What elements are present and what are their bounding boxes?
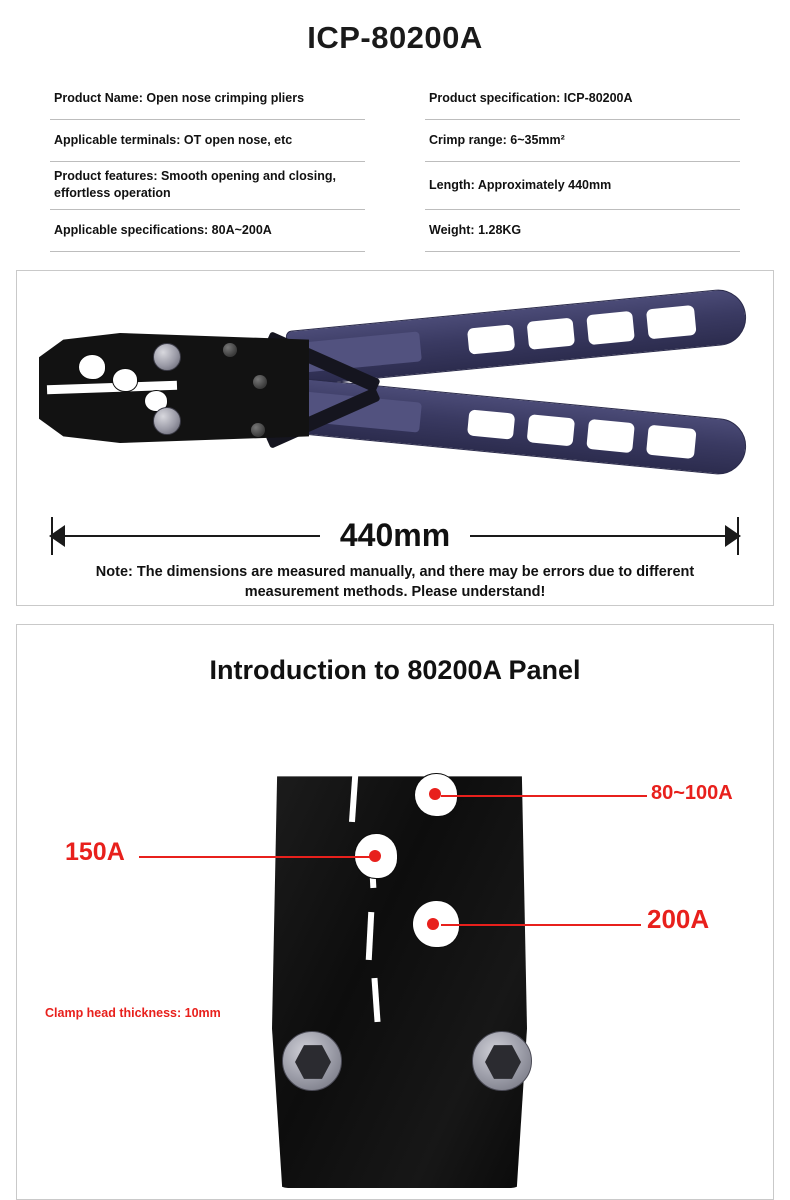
- grip-slot: [586, 419, 635, 453]
- spec-row: [425, 162, 740, 210]
- spec-row: [50, 78, 365, 120]
- spec-column-right: [425, 78, 740, 252]
- spec-text: Crimp range: 6~35mm²: [429, 132, 565, 147]
- spec-column-left: [50, 78, 365, 252]
- rivet-left: [282, 1031, 342, 1091]
- callout-line-80-100a: [441, 795, 647, 797]
- grip-slot: [527, 318, 575, 350]
- spec-row: [425, 210, 740, 252]
- die-dot-200a: [427, 918, 439, 930]
- specification-table: [0, 60, 790, 252]
- page-title: ICP-80200A: [307, 20, 483, 55]
- grip-slot: [467, 409, 515, 439]
- arrow-left-icon: [49, 525, 65, 547]
- spec-row: [50, 120, 365, 162]
- arrow-right-icon: [725, 525, 741, 547]
- callout-line-150a: [139, 856, 375, 858]
- intro-title: Introduction to 80200A Panel: [209, 655, 581, 685]
- lower-handle: [285, 377, 748, 477]
- spec-text: Length: Approximately 440mm: [429, 177, 612, 192]
- spec-text: Applicable specifications: 80A~200A: [54, 222, 272, 237]
- panel-introduction: [16, 624, 774, 1200]
- dimension-label: 440mm: [320, 513, 470, 557]
- clamp-head-body: [272, 768, 527, 1188]
- die-dot-80-100a: [429, 788, 441, 800]
- callout-label-80-100a: 80~100A: [651, 782, 733, 804]
- callout-line-200a: [441, 924, 641, 926]
- spec-row: [425, 120, 740, 162]
- spec-text: Product Name: Open nose crimping pliers: [54, 90, 305, 105]
- spec-row: [50, 162, 365, 210]
- die-cavity: [113, 369, 137, 391]
- spec-row: [425, 78, 740, 120]
- spec-text: Applicable terminals: OT open nose, etc: [54, 132, 293, 147]
- rivet-small: [251, 423, 265, 437]
- clamp-head-image: [17, 686, 773, 1186]
- pivot-bolt: [153, 407, 181, 435]
- grip-slot: [527, 414, 575, 446]
- measurement-note: Note: The dimensions are measured manually, and there may be errors due to different measurement methods. Please understand!: [95, 564, 695, 600]
- thickness-note: Clamp head thickness: 10mm: [45, 1006, 221, 1020]
- crimping-pliers-image: [17, 271, 773, 513]
- product-photo-panel: [16, 270, 774, 606]
- pivot-bolt: [153, 343, 181, 371]
- callout-label-200a: 200A: [647, 904, 710, 934]
- rivet-small: [253, 375, 267, 389]
- die-cavity: [79, 355, 105, 379]
- grip-slot: [586, 311, 635, 345]
- rivet-small: [223, 343, 237, 357]
- callout-label-150a: 150A: [65, 838, 125, 866]
- grip-slot: [646, 305, 697, 339]
- spec-text: Product features: Smooth opening and closing, effortless operation: [54, 169, 336, 200]
- dimension-line-group: [33, 513, 757, 559]
- grip-slot: [467, 324, 515, 354]
- grip-slot: [646, 425, 697, 459]
- spec-text: Product specification: ICP-80200A: [429, 90, 633, 105]
- rivet-right: [472, 1031, 532, 1091]
- spec-text: Weight: 1.28KG: [429, 222, 522, 237]
- spec-row: [50, 210, 365, 252]
